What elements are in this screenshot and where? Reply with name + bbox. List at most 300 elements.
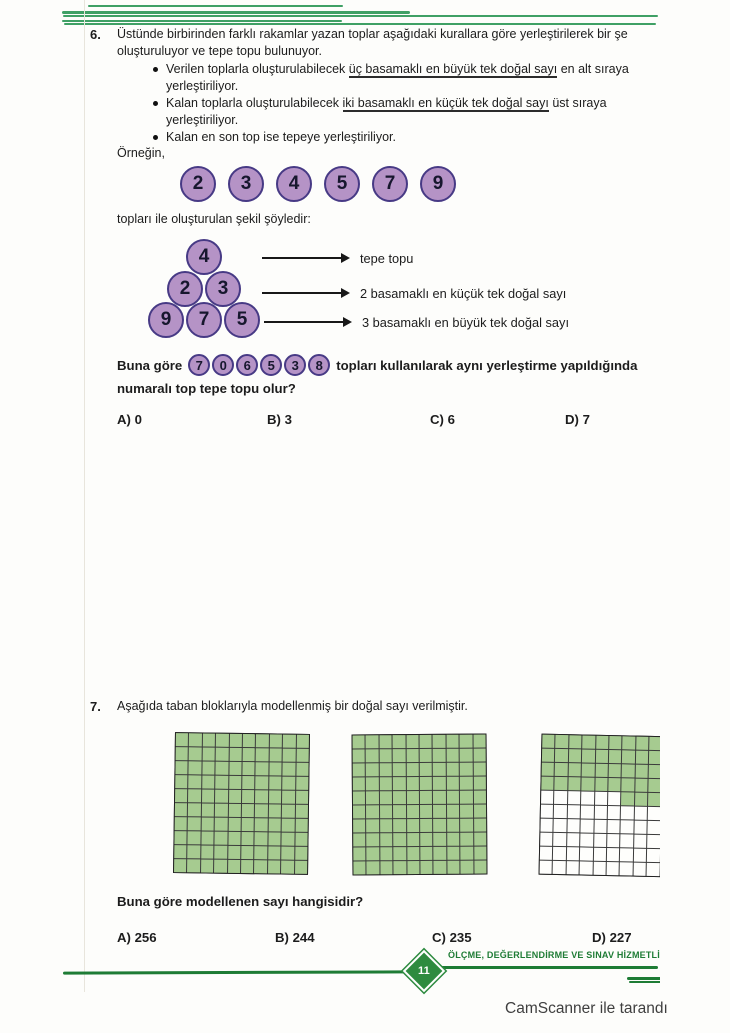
- filled-unit-cell: [568, 763, 581, 776]
- filled-unit-cell: [174, 831, 187, 844]
- filled-unit-cell: [366, 777, 378, 790]
- filled-unit-cell: [433, 819, 445, 832]
- filled-unit-cell: [228, 846, 241, 859]
- filled-unit-cell: [176, 747, 189, 760]
- filled-unit-cell: [201, 831, 214, 844]
- filled-unit-cell: [214, 846, 227, 859]
- filled-unit-cell: [201, 817, 214, 830]
- filled-unit-cell: [419, 735, 431, 748]
- empty-unit-cell: [648, 821, 660, 834]
- filled-unit-cell: [241, 860, 254, 873]
- filled-unit-cell: [446, 763, 458, 776]
- empty-unit-cell: [568, 805, 581, 818]
- filled-unit-cell: [281, 861, 294, 874]
- filled-unit-cell: [228, 832, 241, 845]
- pyramid-ball: 7: [186, 302, 222, 338]
- filled-unit-cell: [407, 819, 419, 832]
- number-ball: 4: [276, 166, 312, 202]
- filled-unit-cell: [420, 847, 432, 860]
- filled-unit-cell: [203, 733, 216, 746]
- shape-caption: topları ile oluşturulan şekil şöyledir:: [117, 212, 311, 226]
- filled-unit-cell: [295, 847, 308, 860]
- filled-unit-cell: [447, 861, 459, 874]
- filled-unit-cell: [636, 751, 649, 764]
- filled-unit-cell: [460, 749, 472, 762]
- number-ball: 3: [284, 354, 306, 376]
- filled-unit-cell: [175, 775, 188, 788]
- filled-unit-cell: [174, 859, 187, 872]
- filled-unit-cell: [635, 793, 648, 806]
- pyramid-ball: 2: [167, 271, 203, 307]
- filled-unit-cell: [649, 737, 660, 750]
- filled-unit-cell: [406, 763, 418, 776]
- filled-unit-cell: [379, 763, 391, 776]
- answer-option: D) 227: [592, 930, 632, 945]
- filled-unit-cell: [282, 805, 295, 818]
- filled-unit-cell: [555, 749, 568, 762]
- filled-unit-cell: [622, 778, 635, 791]
- filled-unit-cell: [268, 860, 281, 873]
- filled-unit-cell: [366, 749, 378, 762]
- filled-unit-cell: [380, 847, 392, 860]
- filled-unit-cell: [268, 818, 281, 831]
- answer-option: A) 0: [117, 412, 142, 427]
- empty-unit-cell: [634, 849, 647, 862]
- empty-unit-cell: [633, 863, 646, 876]
- filled-unit-cell: [460, 833, 472, 846]
- filled-unit-cell: [379, 735, 391, 748]
- empty-unit-cell: [554, 833, 567, 846]
- filled-unit-cell: [366, 819, 378, 832]
- filled-unit-cell: [460, 819, 472, 832]
- empty-unit-cell: [647, 835, 660, 848]
- filled-unit-cell: [461, 861, 473, 874]
- filled-unit-cell: [188, 803, 201, 816]
- filled-unit-cell: [460, 805, 472, 818]
- filled-unit-cell: [420, 749, 432, 762]
- filled-unit-cell: [420, 791, 432, 804]
- empty-unit-cell: [593, 862, 606, 875]
- q6-answer-options: [0, 412, 660, 432]
- scan-artifact-line: [62, 20, 342, 22]
- empty-unit-cell: [621, 820, 634, 833]
- filled-unit-cell: [242, 804, 255, 817]
- filled-unit-cell: [581, 777, 594, 790]
- empty-unit-cell: [594, 834, 607, 847]
- filled-unit-cell: [269, 748, 282, 761]
- filled-unit-cell: [353, 791, 365, 804]
- filled-unit-cell: [201, 845, 214, 858]
- filled-unit-cell: [420, 777, 432, 790]
- filled-unit-cell: [649, 765, 660, 778]
- filled-unit-cell: [268, 832, 281, 845]
- rule-bullet: Kalan en son top ise tepeye yerleştiriliyor.: [117, 129, 660, 146]
- filled-unit-cell: [596, 736, 609, 749]
- filled-unit-cell: [393, 805, 405, 818]
- filled-unit-cell: [394, 861, 406, 874]
- filled-unit-cell: [420, 861, 432, 874]
- filled-unit-cell: [270, 734, 283, 747]
- answer-option: C) 6: [430, 412, 455, 427]
- filled-unit-cell: [447, 833, 459, 846]
- filled-unit-cell: [473, 749, 485, 762]
- empty-unit-cell: [553, 861, 566, 874]
- filled-unit-cell: [367, 861, 379, 874]
- filled-unit-cell: [255, 818, 268, 831]
- page-number-diamond: [403, 950, 445, 992]
- filled-unit-cell: [447, 777, 459, 790]
- filled-unit-cell: [242, 762, 255, 775]
- filled-unit-cell: [188, 845, 201, 858]
- filled-unit-cell: [380, 777, 392, 790]
- filled-unit-cell: [541, 777, 554, 790]
- filled-unit-cell: [242, 818, 255, 831]
- empty-unit-cell: [620, 834, 633, 847]
- filled-unit-cell: [380, 819, 392, 832]
- empty-unit-cell: [568, 791, 581, 804]
- stem-prefix: Buna göre: [117, 357, 183, 373]
- filled-unit-cell: [269, 762, 282, 775]
- filled-unit-cell: [215, 790, 228, 803]
- filled-unit-cell: [295, 833, 308, 846]
- filled-unit-cell: [174, 845, 187, 858]
- q7-intro: Aşağıda taban bloklarıyla modellenmiş bir doğal sayı verilmiştir.: [117, 699, 468, 713]
- answer-option: D) 7: [565, 412, 590, 427]
- base-ten-flat-3: [539, 734, 660, 878]
- filled-unit-cell: [447, 819, 459, 832]
- filled-unit-cell: [187, 859, 200, 872]
- empty-unit-cell: [634, 807, 647, 820]
- filled-unit-cell: [353, 833, 365, 846]
- filled-unit-cell: [281, 847, 294, 860]
- filled-unit-cell: [542, 749, 555, 762]
- filled-unit-cell: [568, 777, 581, 790]
- empty-unit-cell: [581, 805, 594, 818]
- filled-unit-cell: [569, 735, 582, 748]
- filled-unit-cell: [393, 735, 405, 748]
- empty-unit-cell: [608, 806, 621, 819]
- filled-unit-cell: [283, 749, 296, 762]
- filled-unit-cell: [296, 763, 309, 776]
- number-ball: 0: [212, 354, 234, 376]
- filled-unit-cell: [393, 847, 405, 860]
- filled-unit-cell: [635, 765, 648, 778]
- empty-unit-cell: [648, 807, 660, 820]
- filled-unit-cell: [406, 777, 418, 790]
- filled-unit-cell: [255, 804, 268, 817]
- filled-unit-cell: [474, 861, 486, 874]
- question-6-number: 6.: [90, 27, 101, 42]
- filled-unit-cell: [188, 831, 201, 844]
- arrow-icon: [262, 292, 348, 294]
- number-ball: 5: [260, 354, 282, 376]
- filled-unit-cell: [555, 763, 568, 776]
- filled-unit-cell: [202, 803, 215, 816]
- filled-unit-cell: [460, 763, 472, 776]
- empty-unit-cell: [607, 834, 620, 847]
- filled-unit-cell: [188, 817, 201, 830]
- empty-unit-cell: [580, 861, 593, 874]
- empty-unit-cell: [540, 819, 553, 832]
- base-ten-flat-1: [173, 732, 310, 875]
- filled-unit-cell: [228, 860, 241, 873]
- arrow-row-middle: [262, 284, 566, 302]
- filled-unit-cell: [433, 763, 445, 776]
- empty-unit-cell: [620, 848, 633, 861]
- filled-unit-cell: [380, 791, 392, 804]
- filled-unit-cell: [202, 775, 215, 788]
- filled-unit-cell: [609, 750, 622, 763]
- number-ball: 9: [420, 166, 456, 202]
- filled-unit-cell: [255, 832, 268, 845]
- filled-unit-cell: [175, 803, 188, 816]
- filled-unit-cell: [175, 761, 188, 774]
- filled-unit-cell: [256, 762, 269, 775]
- filled-unit-cell: [241, 832, 254, 845]
- arrow-row-top: [262, 249, 413, 267]
- filled-unit-cell: [447, 805, 459, 818]
- filled-unit-cell: [380, 833, 392, 846]
- q6-intro-line-2: oluşturuluyor ve tepe topu bulunuyor.: [117, 44, 322, 58]
- filled-unit-cell: [380, 861, 392, 874]
- filled-unit-cell: [353, 749, 365, 762]
- filled-unit-cell: [269, 804, 282, 817]
- q7-question-stem: Buna göre modellenen sayı hangisidir?: [117, 894, 364, 909]
- filled-unit-cell: [255, 846, 268, 859]
- scan-artifact-line: [62, 11, 410, 14]
- filled-unit-cell: [393, 777, 405, 790]
- filled-unit-cell: [295, 805, 308, 818]
- answer-option: A) 256: [117, 930, 157, 945]
- number-ball: 5: [324, 166, 360, 202]
- empty-unit-cell: [567, 819, 580, 832]
- filled-unit-cell: [216, 762, 229, 775]
- filled-unit-cell: [474, 833, 486, 846]
- filled-unit-cell: [434, 861, 446, 874]
- filled-unit-cell: [595, 764, 608, 777]
- rule-bullet: Kalan toplarla oluşturulabilecek iki basamaklı en küçük tek doğal sayı üst sıraya yerleştiriliyor.: [117, 95, 660, 129]
- filled-unit-cell: [241, 846, 254, 859]
- question-7-number: 7.: [90, 699, 101, 714]
- scan-artifact-line: [64, 23, 656, 25]
- pyramid-ball: 9: [148, 302, 184, 338]
- bullet-dot: [153, 67, 158, 72]
- filled-unit-cell: [434, 833, 446, 846]
- empty-unit-cell: [593, 848, 606, 861]
- filled-unit-cell: [595, 750, 608, 763]
- filled-unit-cell: [243, 748, 256, 761]
- empty-unit-cell: [540, 861, 553, 874]
- footer-double-line: [627, 977, 660, 980]
- filled-unit-cell: [268, 846, 281, 859]
- filled-unit-cell: [296, 749, 309, 762]
- filled-unit-cell: [393, 819, 405, 832]
- filled-unit-cell: [296, 735, 309, 748]
- filled-unit-cell: [269, 776, 282, 789]
- filled-unit-cell: [609, 736, 622, 749]
- empty-unit-cell: [540, 847, 553, 860]
- filled-unit-cell: [256, 748, 269, 761]
- filled-unit-cell: [229, 762, 242, 775]
- scan-artifact-line: [63, 15, 658, 17]
- filled-unit-cell: [283, 735, 296, 748]
- stem-ball-row: [188, 354, 330, 376]
- filled-unit-cell: [296, 777, 309, 790]
- filled-unit-cell: [269, 790, 282, 803]
- filled-unit-cell: [636, 737, 649, 750]
- filled-unit-cell: [366, 763, 378, 776]
- footer-rule-right: [438, 966, 658, 969]
- filled-unit-cell: [243, 734, 256, 747]
- empty-unit-cell: [634, 821, 647, 834]
- filled-unit-cell: [420, 833, 432, 846]
- empty-unit-cell: [554, 819, 567, 832]
- camscanner-watermark: CamScanner ile tarandı: [505, 1000, 668, 1017]
- filled-unit-cell: [460, 847, 472, 860]
- empty-unit-cell: [566, 861, 579, 874]
- empty-unit-cell: [607, 820, 620, 833]
- filled-unit-cell: [175, 789, 188, 802]
- q6-intro-line-1: Üstünde birbirinden farklı rakamlar yazan toplar aşağıdaki kurallara göre yerleştirilerek bir şe: [117, 27, 628, 41]
- filled-unit-cell: [229, 790, 242, 803]
- filled-unit-cell: [406, 791, 418, 804]
- number-ball: 7: [188, 354, 210, 376]
- filled-unit-cell: [215, 832, 228, 845]
- filled-unit-cell: [366, 791, 378, 804]
- answer-option: B) 244: [275, 930, 315, 945]
- filled-unit-cell: [460, 735, 472, 748]
- filled-unit-cell: [176, 733, 189, 746]
- filled-unit-cell: [254, 860, 267, 873]
- empty-unit-cell: [581, 819, 594, 832]
- filled-unit-cell: [215, 804, 228, 817]
- filled-unit-cell: [202, 789, 215, 802]
- empty-unit-cell: [554, 805, 567, 818]
- scan-artifact-line: [88, 5, 343, 7]
- filled-unit-cell: [473, 735, 485, 748]
- empty-unit-cell: [594, 820, 607, 833]
- filled-unit-cell: [621, 792, 634, 805]
- filled-unit-cell: [542, 735, 555, 748]
- filled-unit-cell: [202, 761, 215, 774]
- filled-unit-cell: [407, 861, 419, 874]
- filled-unit-cell: [393, 791, 405, 804]
- filled-unit-cell: [256, 776, 269, 789]
- filled-unit-cell: [622, 764, 635, 777]
- filled-unit-cell: [622, 750, 635, 763]
- filled-unit-cell: [556, 735, 569, 748]
- empty-unit-cell: [606, 862, 619, 875]
- empty-unit-cell: [581, 791, 594, 804]
- filled-unit-cell: [407, 847, 419, 860]
- filled-unit-cell: [569, 749, 582, 762]
- filled-unit-cell: [542, 763, 555, 776]
- filled-unit-cell: [406, 749, 418, 762]
- empty-unit-cell: [595, 792, 608, 805]
- filled-unit-cell: [353, 861, 365, 874]
- filled-unit-cell: [433, 805, 445, 818]
- empty-unit-cell: [553, 847, 566, 860]
- filled-unit-cell: [189, 775, 202, 788]
- filled-unit-cell: [460, 777, 472, 790]
- arrow-icon: [264, 321, 350, 323]
- filled-unit-cell: [406, 735, 418, 748]
- empty-unit-cell: [620, 862, 633, 875]
- empty-unit-cell: [634, 835, 647, 848]
- filled-unit-cell: [474, 819, 486, 832]
- q6-stem-line-2: numaralı top tepe topu olur?: [117, 381, 296, 396]
- filled-unit-cell: [623, 736, 636, 749]
- filled-unit-cell: [473, 763, 485, 776]
- filled-unit-cell: [474, 847, 486, 860]
- empty-unit-cell: [540, 833, 553, 846]
- filled-unit-cell: [447, 847, 459, 860]
- footer-rule-left: [63, 970, 408, 974]
- filled-unit-cell: [367, 833, 379, 846]
- filled-unit-cell: [295, 861, 308, 874]
- filled-unit-cell: [649, 751, 660, 764]
- filled-unit-cell: [379, 749, 391, 762]
- bullet-dot: [153, 101, 158, 106]
- filled-unit-cell: [228, 818, 241, 831]
- empty-unit-cell: [647, 863, 660, 876]
- filled-unit-cell: [473, 791, 485, 804]
- page-number: 11: [418, 964, 430, 977]
- filled-unit-cell: [353, 735, 365, 748]
- ball-pyramid: [148, 239, 261, 339]
- answer-option: C) 235: [432, 930, 472, 945]
- filled-unit-cell: [407, 833, 419, 846]
- arrow-label-bottom: 3 basamaklı en büyük tek doğal sayı: [362, 314, 570, 330]
- filled-unit-cell: [216, 748, 229, 761]
- pyramid-ball: 4: [186, 239, 222, 275]
- filled-unit-cell: [282, 833, 295, 846]
- filled-unit-cell: [202, 747, 215, 760]
- filled-unit-cell: [407, 805, 419, 818]
- filled-unit-cell: [175, 817, 188, 830]
- filled-unit-cell: [473, 777, 485, 790]
- filled-unit-cell: [229, 776, 242, 789]
- filled-unit-cell: [283, 763, 296, 776]
- filled-unit-cell: [242, 790, 255, 803]
- filled-unit-cell: [393, 749, 405, 762]
- filled-unit-cell: [420, 819, 432, 832]
- filled-unit-cell: [434, 847, 446, 860]
- empty-unit-cell: [594, 806, 607, 819]
- q6-rule-list: [117, 61, 660, 146]
- number-ball: 3: [228, 166, 264, 202]
- footer-caption: ÖLÇME, DEĞERLENDİRME VE SINAV HİZMETLİ: [448, 950, 660, 960]
- q7-answer-options: [0, 930, 660, 950]
- filled-unit-cell: [215, 776, 228, 789]
- filled-unit-cell: [474, 805, 486, 818]
- filled-unit-cell: [353, 777, 365, 790]
- answer-option: B) 3: [267, 412, 292, 427]
- filled-unit-cell: [582, 763, 595, 776]
- stem-suffix: topları kullanılarak aynı yerleştirme yapıldığında: [336, 357, 638, 373]
- filled-unit-cell: [433, 777, 445, 790]
- number-ball: 6: [236, 354, 258, 376]
- filled-unit-cell: [214, 860, 227, 873]
- number-ball: 8: [308, 354, 330, 376]
- filled-unit-cell: [648, 779, 660, 792]
- filled-unit-cell: [420, 805, 432, 818]
- filled-unit-cell: [393, 763, 405, 776]
- filled-unit-cell: [582, 735, 595, 748]
- base-ten-flat-2: [352, 734, 488, 876]
- filled-unit-cell: [215, 818, 228, 831]
- filled-unit-cell: [242, 776, 255, 789]
